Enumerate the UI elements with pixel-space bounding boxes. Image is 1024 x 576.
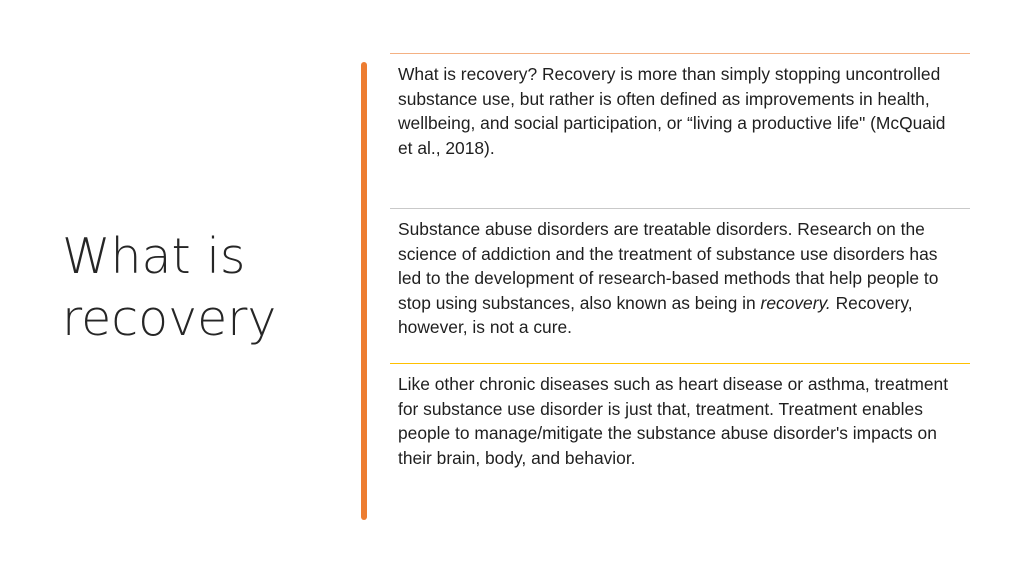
accent-bar	[361, 62, 367, 520]
content-blocks	[390, 53, 970, 503]
block-3-text: Like other chronic diseases such as heart disease or asthma, treatment for substance use disorder is just that, treatment. Treatment enables people to manage/mitigate the substance abuse disorder's impacts on their brain, body, and behavior.	[398, 374, 949, 468]
title-line-2: recovery	[62, 290, 277, 347]
slide-title	[62, 226, 332, 350]
content-block-3	[390, 363, 970, 503]
content-block-2	[390, 208, 970, 363]
block-2-text-italic: recovery.	[760, 292, 831, 313]
block-2-text	[398, 217, 964, 340]
block-1-text: What is recovery? Recovery is more than simply stopping uncontrolled substance use, but rather is often defined as improvements in health, wellbeing, and social participation, or “living a productive life" (McQuaid et al., 2018).	[398, 64, 946, 158]
block-2-text-after: Recovery, however, is not a cure.	[398, 292, 913, 337]
title-line-1: What is	[62, 228, 246, 285]
block-2-text-before: Substance abuse disorders are treatable disorders. Research on the science of addiction and the treatment of substance use disorders has led to the development of research-based methods that help people to stop using substances, also known as being in	[398, 219, 939, 313]
content-block-1	[390, 53, 970, 208]
